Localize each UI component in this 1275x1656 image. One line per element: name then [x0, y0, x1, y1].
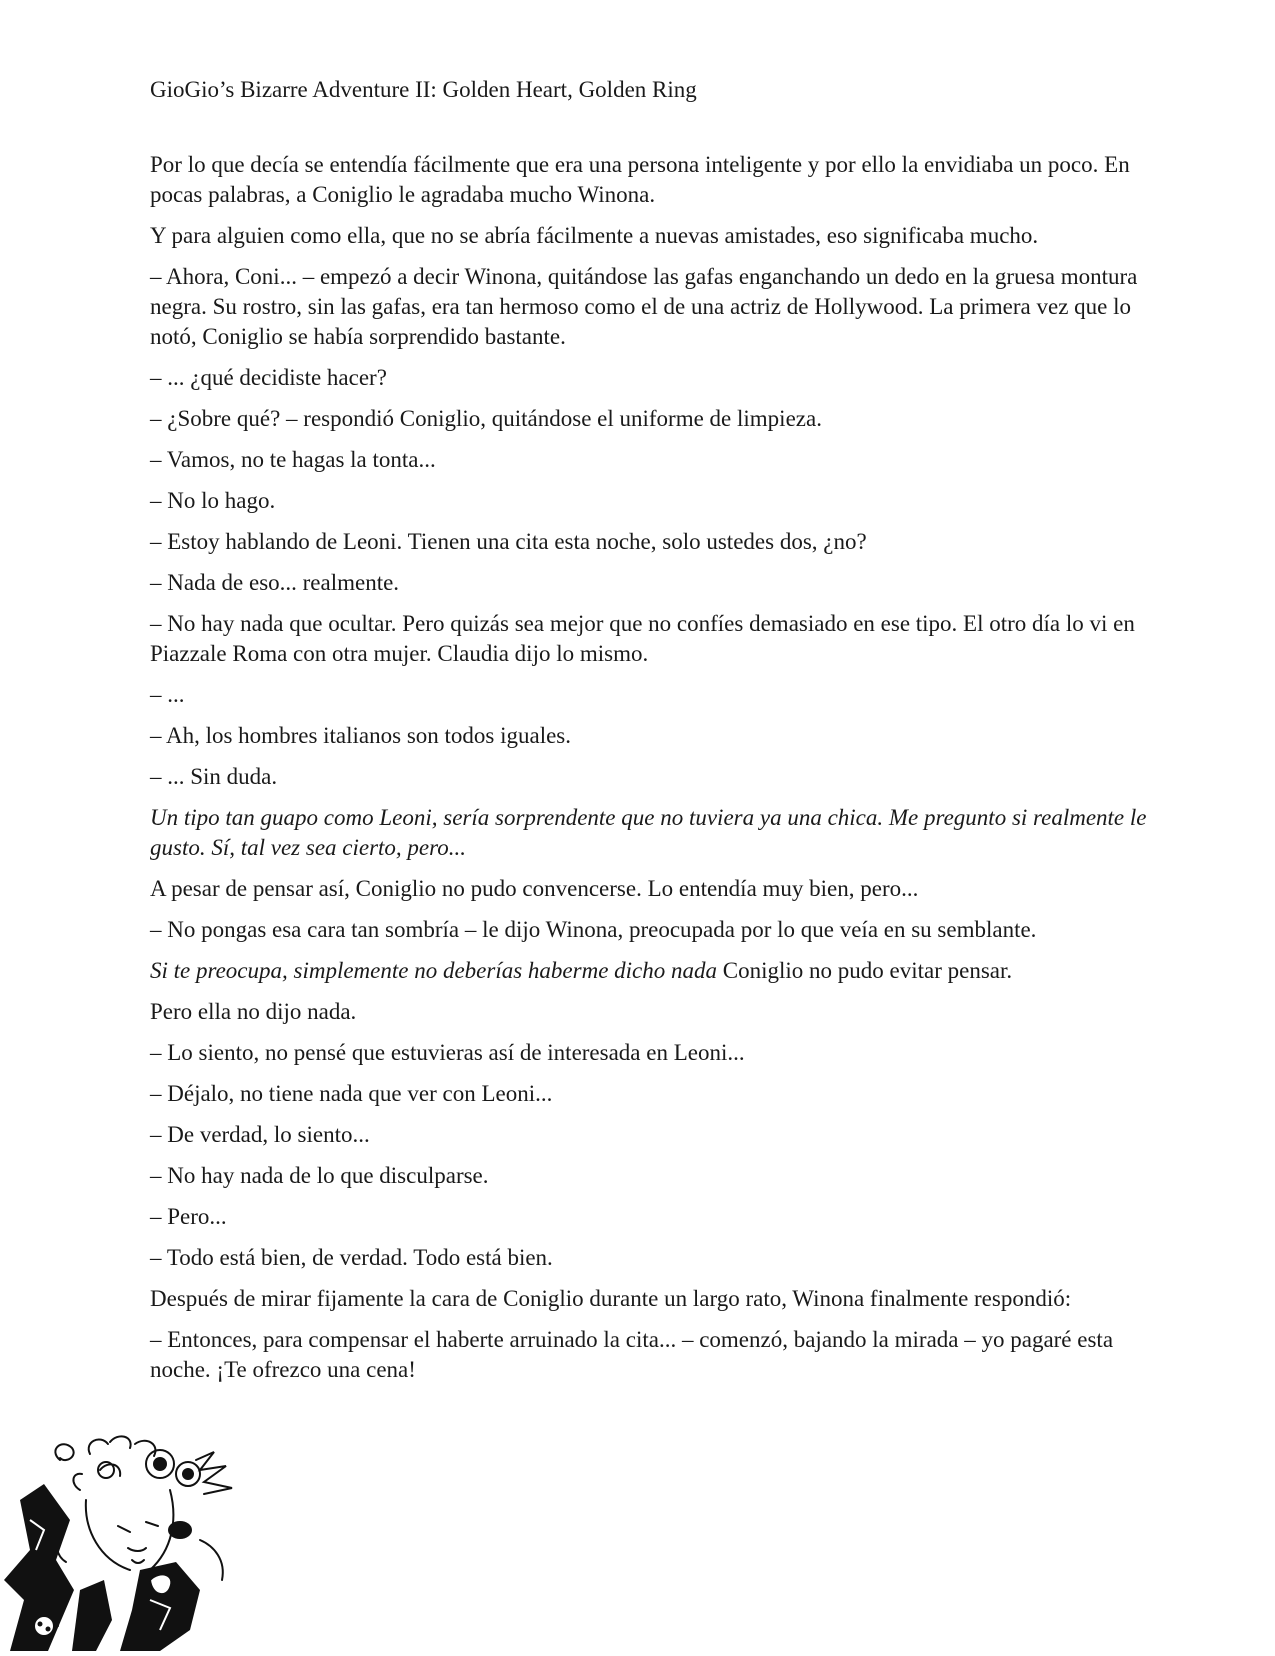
paragraph: Después de mirar fijamente la cara de Coniglio durante un largo rato, Winona finalmente respondió:: [150, 1286, 1072, 1311]
paragraph: – Pero...: [150, 1204, 227, 1229]
paragraph: – Todo está bien, de verdad. Todo está bien.: [150, 1245, 553, 1270]
paragraph: – Nada de eso... realmente.: [150, 570, 400, 595]
document-header: GioGio’s Bizarre Adventure II: Golden Heart, Golden Ring: [150, 77, 697, 102]
paragraph: – Lo siento, no pensé que estuvieras así de interesada en Leoni...: [150, 1040, 745, 1065]
paragraph: Y para alguien como ella, que no se abría fácilmente a nuevas amistades, eso significaba mucho.: [150, 223, 1039, 248]
paragraph-mixed: [150, 956, 1160, 986]
paragraph: Por lo que decía se entendía fácilmente que era una persona inteligente y por ello la envidiaba un poco. En pocas palabras, a Coniglio le agradaba mucho Winona.: [150, 152, 1130, 207]
paragraph: – Vamos, no te hagas la tonta...: [150, 447, 436, 472]
paragraph: – ¿Sobre qué? – respondió Coniglio, quitándose el uniforme de limpieza.: [150, 406, 822, 431]
paragraph-tail: Coniglio no pudo evitar pensar.: [717, 958, 1013, 983]
paragraph: A pesar de pensar así, Coniglio no pudo convencerse. Lo entendía muy bien, pero...: [150, 876, 919, 901]
paragraph: – No pongas esa cara tan sombría – le dijo Winona, preocupada por lo que veía en su semblante.: [150, 917, 1037, 942]
paragraph: – No lo hago.: [150, 488, 276, 513]
paragraph: – Déjalo, no tiene nada que ver con Leoni...: [150, 1081, 553, 1106]
paragraph: – Ah, los hombres italianos son todos iguales.: [150, 723, 572, 748]
paragraph: – No hay nada de lo que disculparse.: [150, 1163, 489, 1188]
paragraph: – ... ¿qué decidiste hacer?: [150, 365, 387, 390]
character-sketch-illustration: [0, 1430, 260, 1651]
paragraph: – ... Sin duda.: [150, 764, 278, 789]
paragraph: – Estoy hablando de Leoni. Tienen una cita esta noche, solo ustedes dos, ¿no?: [150, 529, 867, 554]
inner-thought: Si te preocupa, simplemente no deberías haberme dicho nada: [150, 958, 718, 983]
inner-thought: Un tipo tan guapo como Leoni, sería sorprendente que no tuviera ya una chica. Me pregunto si realmente le gusto. Sí, tal vez sea cierto, pero...: [150, 805, 1147, 860]
paragraph: Pero ella no dijo nada.: [150, 999, 357, 1024]
paragraph: – De verdad, lo siento...: [150, 1122, 370, 1147]
paragraph: – ...: [150, 682, 185, 707]
paragraph: – Entonces, para compensar el haberte arruinado la cita... – comenzó, bajando la mirada – yo pagaré esta noche. ¡Te ofrezco una cena!: [150, 1327, 1114, 1382]
paragraph: – No hay nada que ocultar. Pero quizás sea mejor que no confíes demasiado en ese tipo. El otro día lo vi en Piazzale Roma con otra mujer. Claudia dijo lo mismo.: [150, 611, 1135, 666]
paragraph: – Ahora, Coni... – empezó a decir Winona, quitándose las gafas enganchando un dedo en la gruesa montura negra. Su rostro, sin las gafas, era tan hermoso como el de una actriz de Hollywood. La primera vez que lo notó, Coniglio se había sorprendido bastante.: [150, 264, 1138, 349]
paragraph-italic: [150, 803, 1160, 863]
character-sketch-icon: [0, 1430, 260, 1651]
document-body: [150, 150, 1160, 1396]
